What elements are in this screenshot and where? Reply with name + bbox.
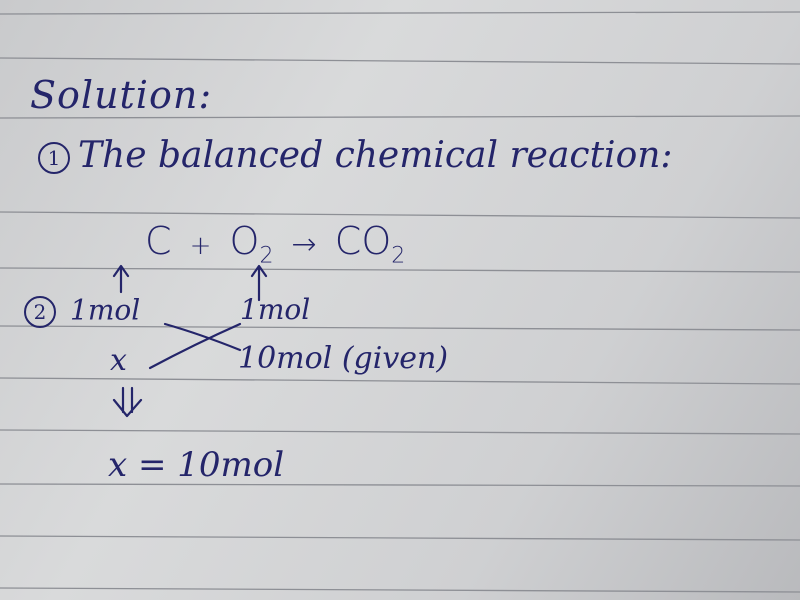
unknown-x: x — [110, 343, 127, 378]
rule-line — [0, 430, 800, 434]
plus-sign: + — [189, 231, 212, 261]
rule-line — [0, 378, 800, 384]
rule-line — [0, 58, 800, 64]
given-oxygen-moles: 10mol (given) — [238, 341, 449, 376]
chemical-equation — [145, 219, 406, 269]
product-co2: $CO_2$ — [334, 219, 406, 269]
rule-line — [0, 536, 800, 540]
carbon-moles: 1mol — [70, 293, 141, 327]
rule-line — [0, 12, 800, 14]
reactant-oxygen: $O_2$ — [229, 219, 274, 269]
oxygen-moles: 1mol — [240, 293, 311, 326]
reaction-arrow: → — [291, 227, 317, 262]
result-equation: x = 10mol — [108, 445, 285, 485]
step-1-number: 1 — [38, 142, 70, 174]
step-1 — [38, 135, 673, 176]
rule-line — [0, 268, 800, 272]
reactant-carbon: C — [145, 219, 172, 263]
rule-line — [0, 588, 800, 592]
solution-heading: Solution: — [30, 73, 213, 117]
rule-line — [0, 212, 800, 218]
step-2 — [24, 293, 141, 328]
step-2-number: 2 — [24, 296, 56, 328]
step-1-text: The balanced chemical reaction: — [78, 135, 673, 176]
